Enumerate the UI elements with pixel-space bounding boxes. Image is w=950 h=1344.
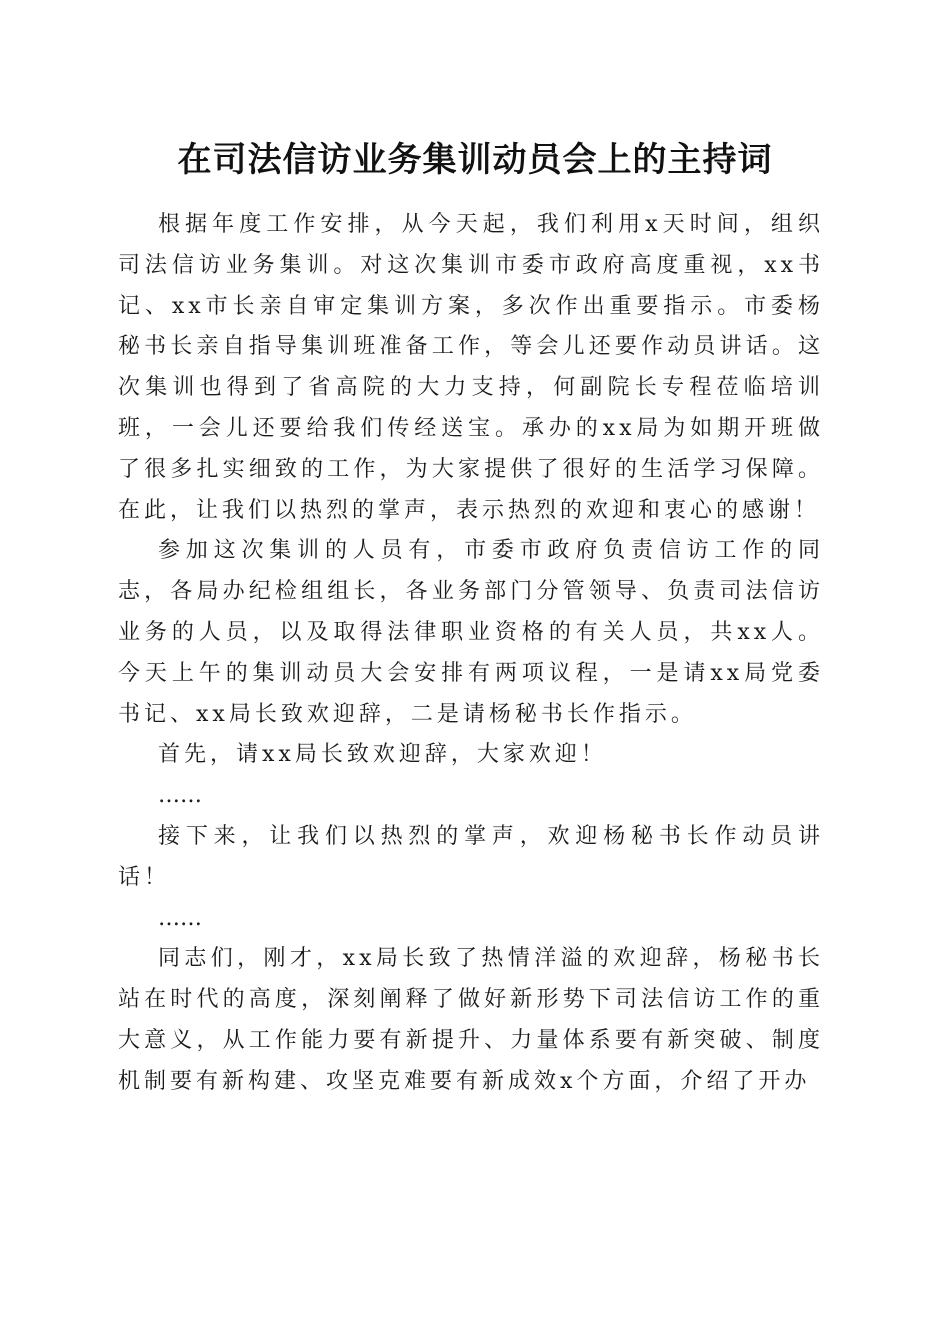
paragraph-summary: 同志们，刚才，xx局长致了热情洋溢的欢迎辞，杨秘书长站在时代的高度，深刻阐释了做好新形势下司法信访工作的重大意义，从工作能力要有新提升、力量体系要有新突破、制度机制要有新构建、攻坚克难要有新成效x个方面，介绍了开办 [118,946,824,1094]
document-title: 在司法信访业务集训动员会上的主持词 [177,140,773,180]
ellipsis-2: …… [158,905,202,931]
ellipsis-1: …… [158,783,202,809]
paragraph-welcome-speech: 首先，请xx局长致欢迎辞，大家欢迎！ [158,742,607,768]
document-body [118,205,824,1103]
paragraph-mobilization-speech: 接下来，让我们以热烈的掌声，欢迎杨秘书长作动员讲话！ [118,823,824,890]
paragraph-opening: 根据年度工作安排，从今天起，我们利用x天时间，组织司法信访业务集训。对这次集训市委市政府高度重视，xx书记、xx市长亲自审定集训方案，多次作出重要指示。市委杨秘书长亲自指导集训班准备工作，等会儿还要作动员讲话。这次集训也得到了省高院的大力支持，何副院长专程莅临培训班，一会儿还要给我们传经送宝。承办的xx局为如期开班做了很多扎实细致的工作，为大家提供了很好的生活学习保障。在此，让我们以热烈的掌声，表示热烈的欢迎和衷心的感谢！ [118,212,824,523]
paragraph-participants: 参加这次集训的人员有，市委市政府负责信访工作的同志，各局办纪检组组长，各业务部门分管领导、负责司法信访业务的人员，以及取得法律职业资格的有关人员，共xx人。今天上午的集训动员大会安排有两项议程，一是请xx局党委书记、xx局长致欢迎辞，二是请杨秘书长作指示。 [118,538,824,727]
